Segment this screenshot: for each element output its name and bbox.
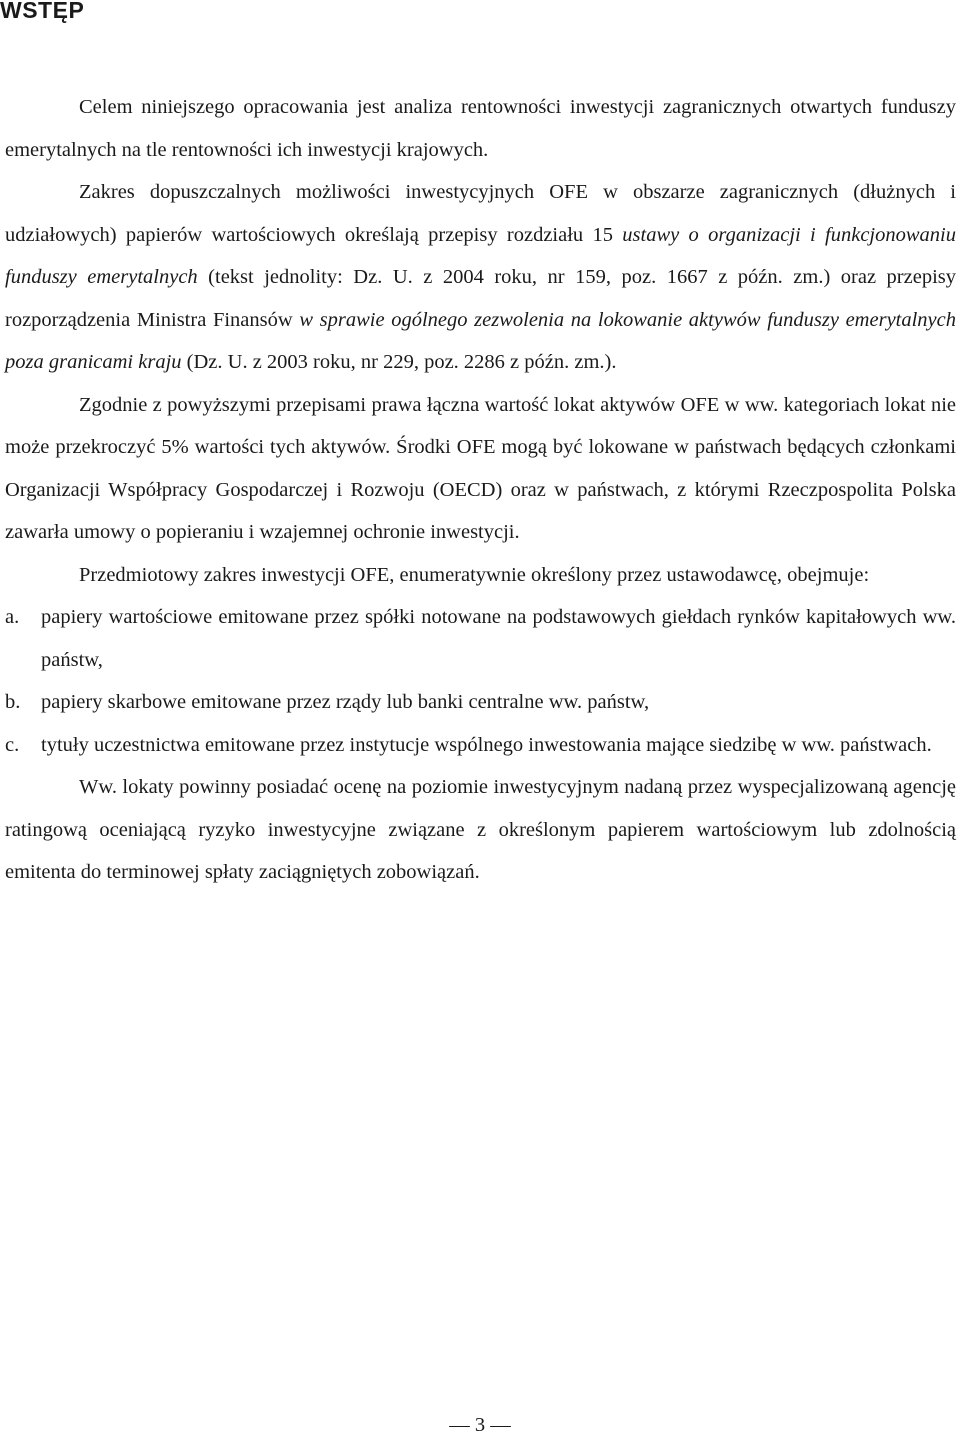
regulation-title-italic: w sprawie ogólnego zezwolenia na lokowanie aktywów funduszy emerytalnych poza granicami kraju xyxy=(5,308,957,373)
paragraph-limits: Zgodnie z powyższymi przepisami prawa łączna wartość lokat aktywów OFE w ww. kategoriach lokat nie może przekroczyć 5% wartości tych aktywów. Środki OFE mogą być lokowane w państwach będących członkami Organizacji Współpracy Gospodarczej i Rozwoju (OECD) oraz w państwach, z którymi Rzeczpospolita Polska zawarła umowy o popieraniu i wzajemnej ochronie inwestycji. xyxy=(5,393,956,543)
paragraph-scope-intro: Przedmiotowy zakres inwestycji OFE, enumeratywnie określony przez ustawodawcę, obejmuje: xyxy=(79,563,870,586)
list-item-text: tytuły uczestnictwa emitowane przez instytucje wspólnego inwestowania mające siedzibę w ww. państwach. xyxy=(41,733,932,756)
paragraph-rating: Ww. lokaty powinny posiadać ocenę na poziomie inwestycyjnym nadaną przez wyspecjalizowaną agencję ratingową oceniającą ryzyko inwestycyjne związane z określonym papierem wartościowym lub zdolnością emitenta do terminowej spłaty zaciągniętych zobowiązań. xyxy=(5,776,956,883)
page-heading: WSTĘP xyxy=(0,0,85,23)
list-marker: c. xyxy=(5,733,20,756)
paragraph-legal-scope-text-3: (Dz. U. z 2003 roku, nr 229, poz. 2286 z późn. zm.). xyxy=(181,351,617,373)
paragraph-legal-scope-text-2: (tekst jednolity: Dz. U. z 2004 roku, nr 159, poz. 1667 z późn. zm.) oraz przepisy rozporządzenia Ministra Finansów xyxy=(5,266,956,331)
list-item-text: papiery skarbowe emitowane przez rządy lub banki centralne ww. państw, xyxy=(41,691,650,713)
document-body xyxy=(5,86,956,894)
list-item xyxy=(5,724,956,767)
paragraph-legal-scope xyxy=(5,171,956,384)
list-item xyxy=(5,681,956,724)
paragraph-intro: Celem niniejszego opracowania jest analiza rentowności inwestycji zagranicznych otwartych funduszy emerytalnych na tle rentowności ich inwestycji krajowych. xyxy=(5,96,956,161)
list-item-text: papiery wartościowe emitowane przez spółki notowane na podstawowych giełdach rynków kapitałowych ww. państw, xyxy=(41,606,956,671)
list-marker: a. xyxy=(5,606,20,628)
list-item xyxy=(5,596,956,681)
paragraph-legal-scope-text-1: Zakres dopuszczalnych możliwości inwestycyjnych OFE w obszarze zagranicznych (dłużnych i udziałowych) papierów wartościowych określają przepisy rozdziału 15 xyxy=(5,181,956,246)
act-title-italic: ustawy o organizacji i funkcjonowaniu funduszy emerytalnych xyxy=(5,223,956,288)
list-marker: b. xyxy=(5,691,21,713)
page-number: — 3 — xyxy=(449,1414,511,1436)
